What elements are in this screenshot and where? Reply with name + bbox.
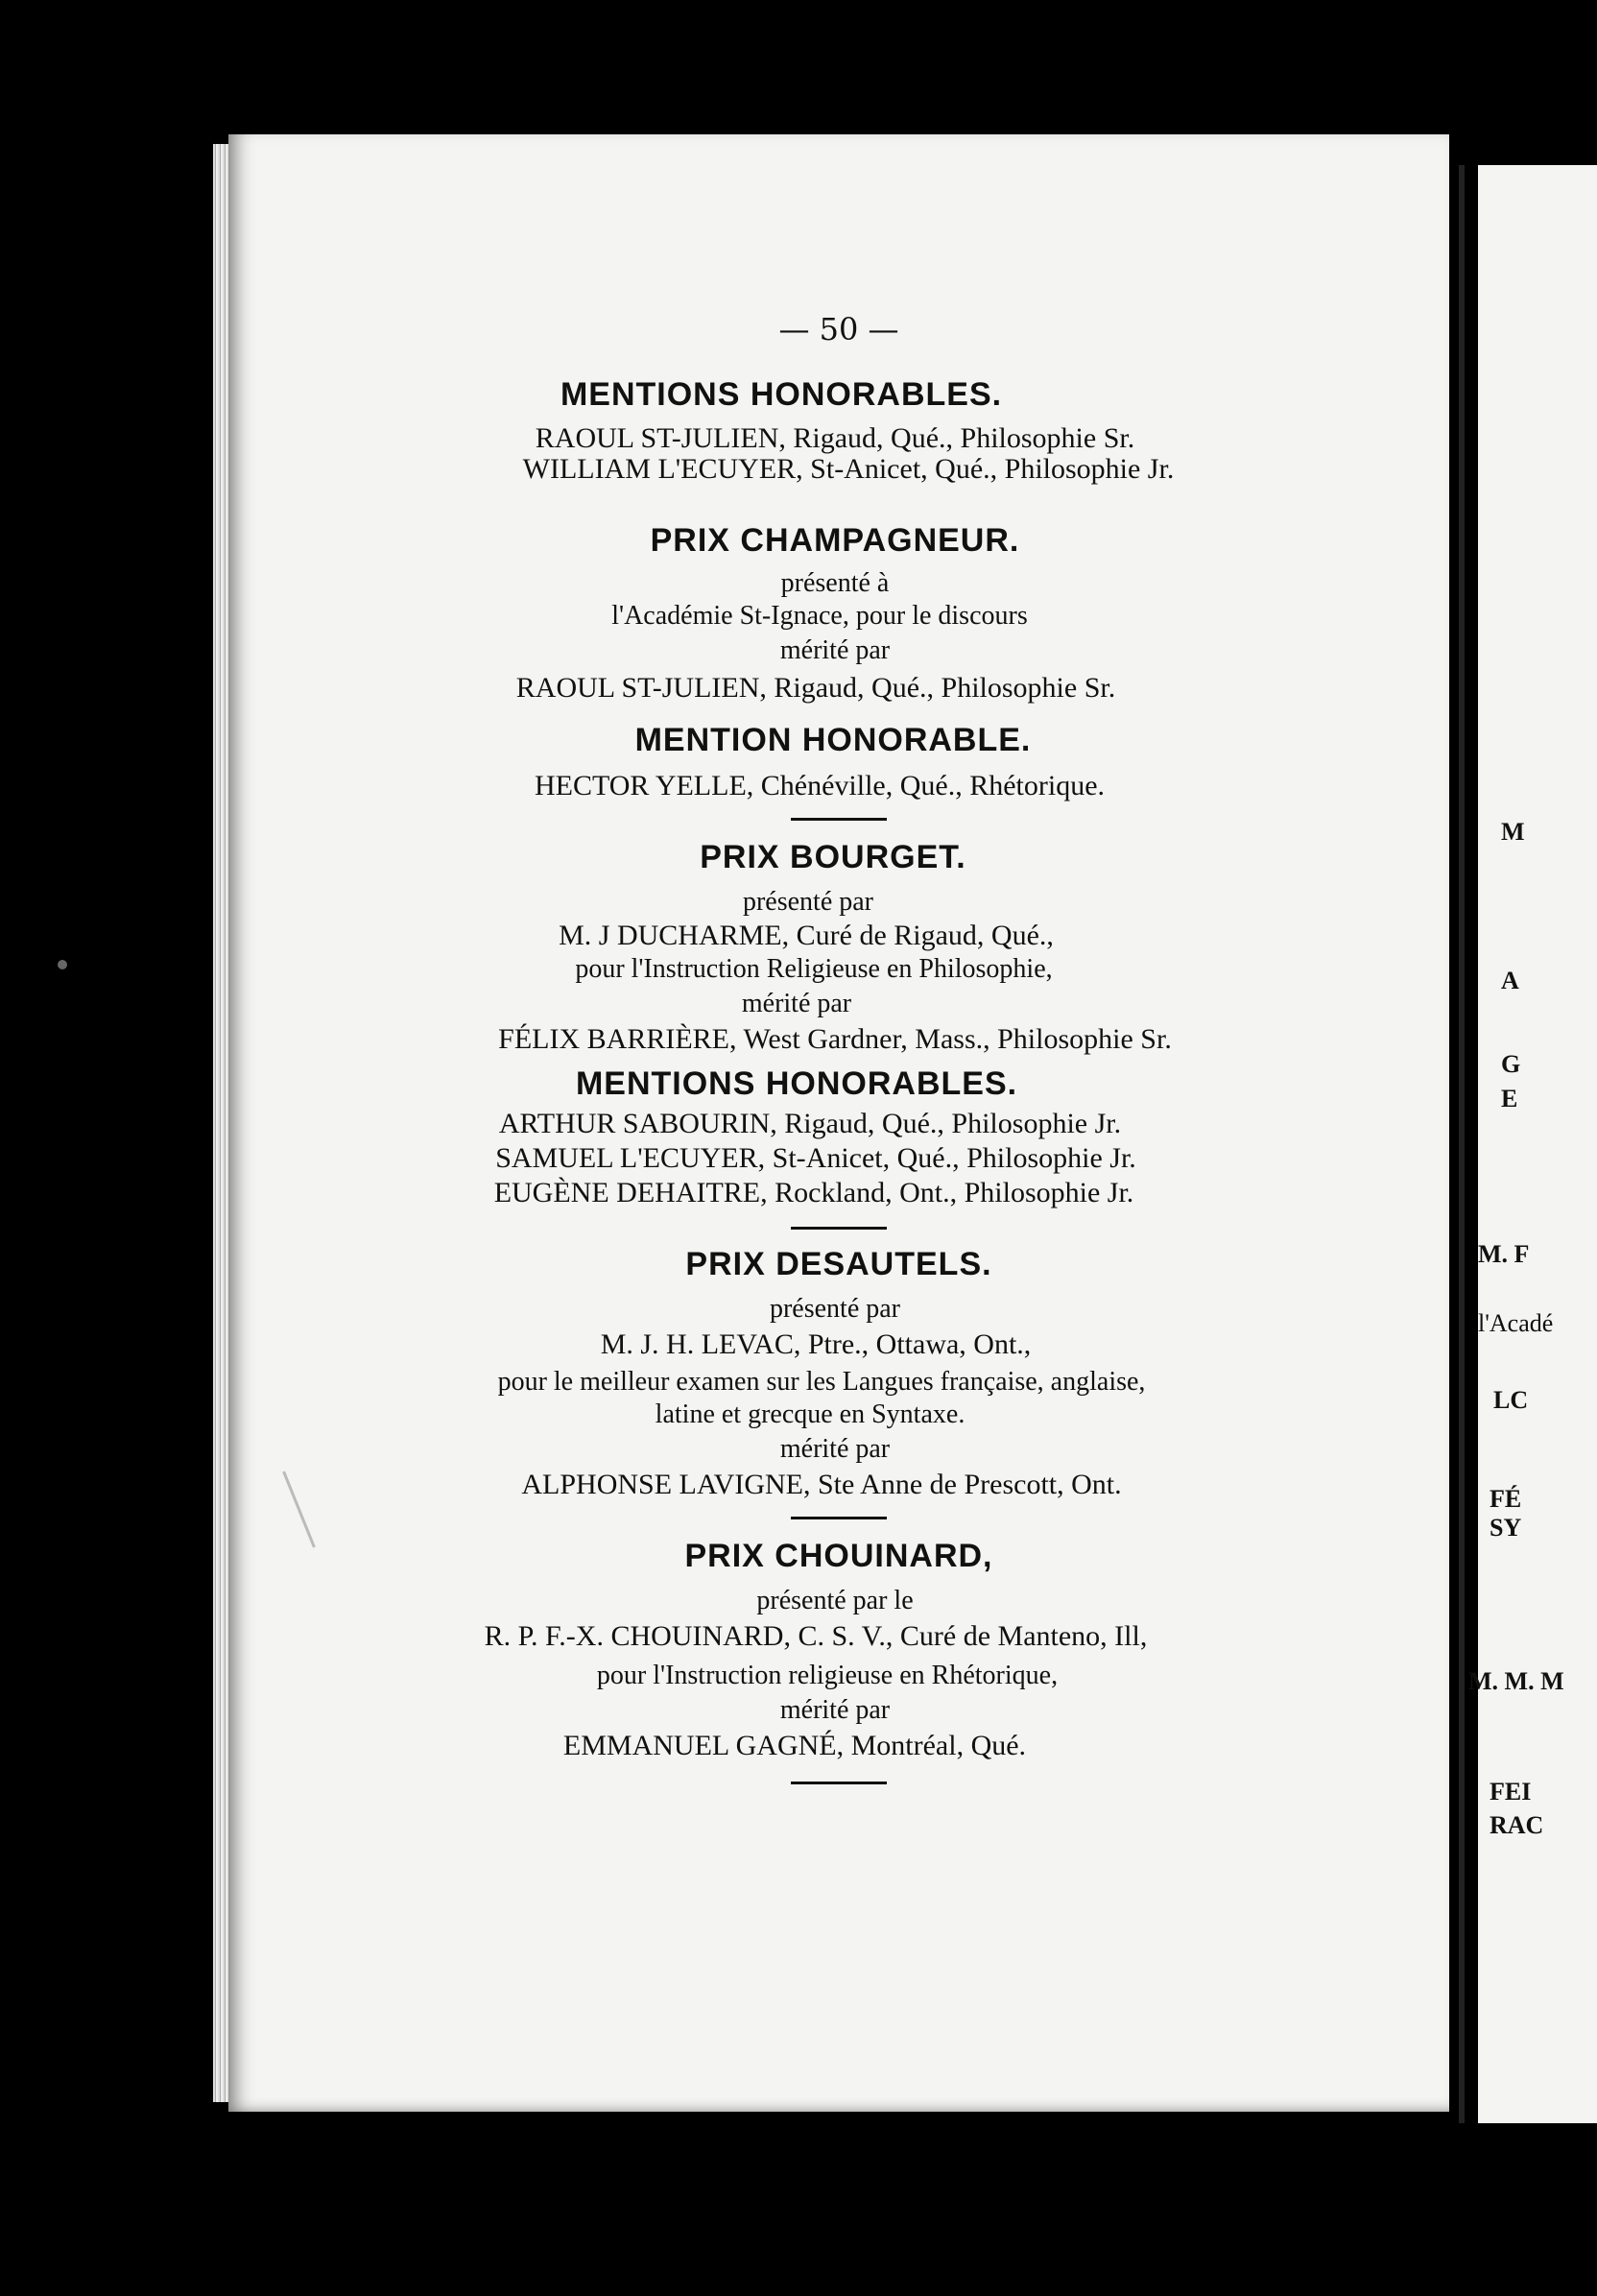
entry-line: EMMANUEL GAGNÉ, Montréal, Qué. [562,1730,1027,1761]
fragment-text: FÉ [1490,1485,1522,1513]
entry-line: mérité par [741,989,852,1018]
fragment-text: RAC [1490,1811,1544,1839]
entry-line: WILLIAM L'ECUYER, St-Anicet, Qué., Philosophie Jr. [522,453,1175,485]
entry-line: HECTOR YELLE, Chénéville, Qué., Rhétorique. [534,770,1106,801]
fragment-text: M. F [1478,1240,1530,1268]
entry-line: pour le meilleur examen sur les Langues française, anglaise, [497,1367,1146,1397]
entry-line: mérité par [779,1695,891,1725]
fragment-text: E [1501,1085,1518,1112]
entry-line: RAOUL ST-JULIEN, Rigaud, Qué., Philosophie Sr. [535,422,1135,454]
section-heading: MENTIONS HONORABLES. [575,1065,1018,1102]
entry-line: présenté à [780,568,890,598]
section-divider [791,1782,887,1784]
entry-line: mérité par [779,635,891,665]
next-page-fragment [1468,165,1597,2123]
section-heading: PRIX CHAMPAGNEUR. [650,522,1020,559]
entry-line: ARTHUR SABOURIN, Rigaud, Qué., Philosophie Jr. [498,1108,1122,1139]
fragment-text: l'Acadé [1478,1309,1554,1337]
entry-line: latine et grecque en Syntaxe. [655,1399,965,1429]
section-heading: PRIX DESAUTELS. [685,1246,992,1282]
entry-line: EUGÈNE DEHAITRE, Rockland, Ont., Philosophie Jr. [493,1177,1134,1208]
entry-line: M. J DUCHARME, Curé de Rigaud, Qué., [559,920,1054,951]
section-divider [791,1227,887,1230]
fragment-text: FEI [1490,1778,1532,1806]
entry-line: pour l'Instruction Religieuse en Philosophie, [575,954,1053,984]
entry-line: l'Académie St-Ignace, pour le discours [611,601,1028,631]
section-heading: PRIX BOURGET. [700,839,966,875]
scan-dust [58,960,67,969]
entry-line: pour l'Instruction religieuse en Rhétorique, [596,1661,1059,1690]
entry-line: R. P. F.-X. CHOUINARD, C. S. V., Curé de Manteno, Ill, [484,1620,1148,1652]
entry-line: RAOUL ST-JULIEN, Rigaud, Qué., Philosophie Sr. [515,672,1116,704]
entry-line: présenté par [769,1294,901,1324]
fragment-text: SY [1490,1514,1522,1542]
fragment-text: LC [1493,1386,1529,1414]
section-heading: MENTION HONORABLE. [634,722,1032,758]
page-content [228,134,1449,2112]
section-divider [791,1517,887,1519]
entry-line: M. J. H. LEVAC, Ptre., Ottawa, Ont., [600,1328,1032,1360]
fragment-text: M. M. M [1468,1667,1564,1695]
section-heading: PRIX CHOUINARD, [684,1538,993,1574]
page-number: — 50 — [778,311,899,347]
entry-line: SAMUEL L'ECUYER, St-Anicet, Qué., Philosophie Jr. [495,1142,1136,1174]
entry-line: présenté par le [756,1586,914,1615]
entry-line: FÉLIX BARRIÈRE, West Gardner, Mass., Philosophie Sr. [498,1023,1172,1055]
entry-line: présenté par [742,887,874,917]
section-heading: MENTIONS HONORABLES. [560,376,1003,413]
entry-line: mérité par [779,1434,891,1464]
entry-line: ALPHONSE LAVIGNE, Ste Anne de Prescott, Ont. [521,1469,1122,1500]
gutter-shadow [1459,165,1465,2123]
section-divider [791,818,887,821]
fragment-text: G [1501,1050,1521,1078]
fragment-text: A [1501,967,1519,994]
fragment-text: M [1501,818,1525,846]
